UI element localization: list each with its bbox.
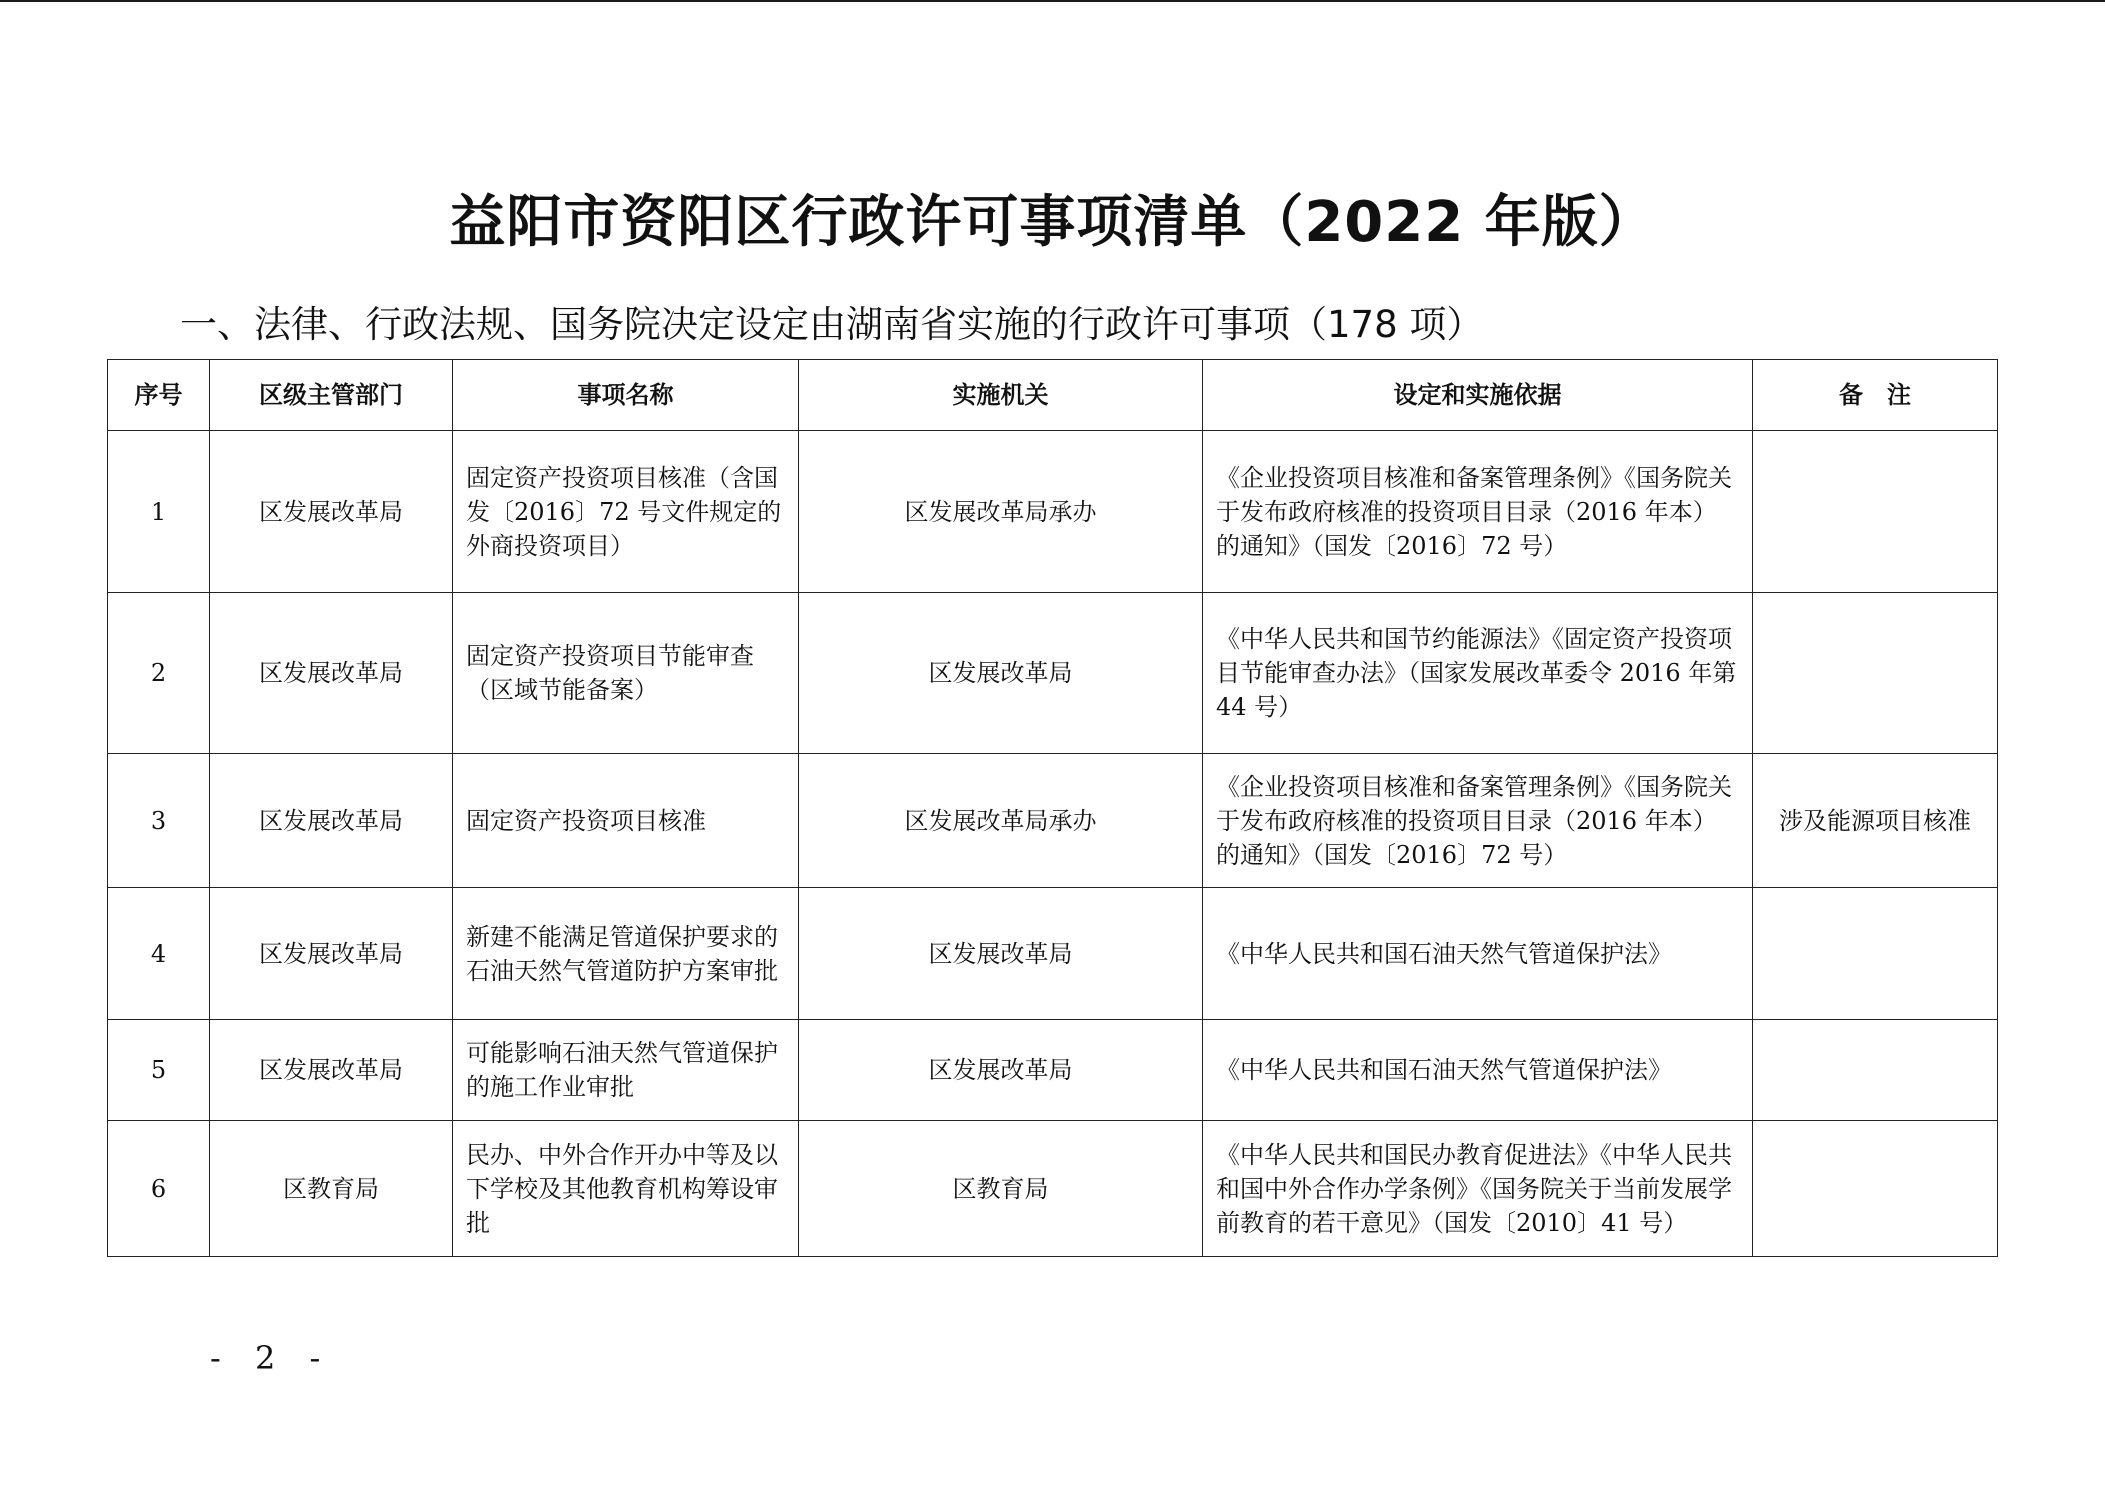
cell-basis: 《中华人民共和国石油天然气管道保护法》: [1203, 1020, 1753, 1121]
cell-agency: 区发展改革局: [799, 1020, 1203, 1121]
cell-note: [1753, 593, 1998, 754]
cell-dept: 区发展改革局: [210, 1020, 453, 1121]
cell-note: 涉及能源项目核准: [1753, 754, 1998, 888]
section-heading: 一、法律、行政法规、国务院决定设定由湖南省实施的行政许可事项（178 项）: [180, 303, 1484, 346]
cell-basis: 《中华人民共和国石油天然气管道保护法》: [1203, 888, 1753, 1020]
table-row: [108, 1020, 1998, 1121]
table-row: [108, 431, 1998, 593]
cell-no: 2: [108, 593, 210, 754]
cell-name: 固定资产投资项目节能审查（区域节能备案）: [453, 593, 799, 754]
cell-agency: 区发展改革局承办: [799, 431, 1203, 593]
header-dept: 区级主管部门: [210, 360, 453, 431]
cell-name: 可能影响石油天然气管道保护的施工作业审批: [453, 1020, 799, 1121]
cell-name: 固定资产投资项目核准（含国发〔2016〕72 号文件规定的外商投资项目）: [453, 431, 799, 593]
cell-name: 民办、中外合作开办中等及以下学校及其他教育机构筹设审批: [453, 1121, 799, 1257]
cell-note: [1753, 1020, 1998, 1121]
table-header-row: [108, 360, 1998, 431]
cell-agency: 区教育局: [799, 1121, 1203, 1257]
cell-note: [1753, 1121, 1998, 1257]
cell-dept: 区发展改革局: [210, 754, 453, 888]
header-basis: 设定和实施依据: [1203, 360, 1753, 431]
cell-dept: 区发展改革局: [210, 888, 453, 1020]
cell-agency: 区发展改革局: [799, 593, 1203, 754]
permit-items-table: [107, 359, 1998, 1257]
cell-agency: 区发展改革局: [799, 888, 1203, 1020]
document-title: 益阳市资阳区行政许可事项清单（2022 年版）: [449, 190, 1656, 255]
cell-no: 3: [108, 754, 210, 888]
cell-basis: 《企业投资项目核准和备案管理条例》《国务院关于发布政府核准的投资项目目录（2016 年本）的通知》（国发〔2016〕72 号）: [1203, 754, 1753, 888]
cell-note: [1753, 431, 1998, 593]
table-row: [108, 593, 1998, 754]
table-row: [108, 888, 1998, 1020]
cell-note: [1753, 888, 1998, 1020]
cell-dept: 区发展改革局: [210, 431, 453, 593]
cell-basis: 《中华人民共和国节约能源法》《固定资产投资项目节能审查办法》（国家发展改革委令 2016 年第 44 号）: [1203, 593, 1753, 754]
cell-agency: 区发展改革局承办: [799, 754, 1203, 888]
table-row: [108, 1121, 1998, 1257]
cell-name: 固定资产投资项目核准: [453, 754, 799, 888]
header-name: 事项名称: [453, 360, 799, 431]
cell-dept: 区发展改革局: [210, 593, 453, 754]
cell-no: 1: [108, 431, 210, 593]
cell-no: 4: [108, 888, 210, 1020]
cell-dept: 区教育局: [210, 1121, 453, 1257]
page-number: - 2 -: [210, 1339, 333, 1377]
header-agency: 实施机关: [799, 360, 1203, 431]
top-rule: [0, 0, 2105, 2]
cell-no: 6: [108, 1121, 210, 1257]
cell-basis: 《中华人民共和国民办教育促进法》《中华人民共和国中外合作办学条例》《国务院关于当前发展学前教育的若干意见》（国发〔2010〕41 号）: [1203, 1121, 1753, 1257]
header-no: 序号: [108, 360, 210, 431]
cell-basis: 《企业投资项目核准和备案管理条例》《国务院关于发布政府核准的投资项目目录（2016 年本）的通知》（国发〔2016〕72 号）: [1203, 431, 1753, 593]
cell-name: 新建不能满足管道保护要求的石油天然气管道防护方案审批: [453, 888, 799, 1020]
cell-no: 5: [108, 1020, 210, 1121]
table-row: [108, 754, 1998, 888]
header-note: 备 注: [1753, 360, 1998, 431]
